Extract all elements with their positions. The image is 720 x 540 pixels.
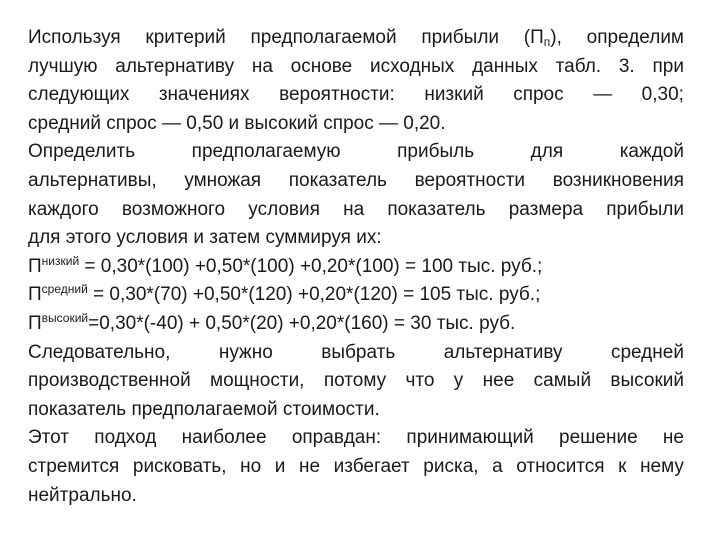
text-line: следующих значениях вероятности: низкий спрос — 0,30; (28, 84, 684, 106)
document-text (28, 24, 684, 510)
text-line: каждого возможного условия на показатель размера прибыли (28, 198, 684, 220)
subscript: п (543, 35, 551, 49)
text-line: альтернативы, умножая показатель вероятности возникновения (28, 169, 684, 191)
formula-superscript: низкий (41, 253, 80, 268)
text-line: средний спрос — 0,50 и высокий спрос — 0,20. (28, 112, 446, 134)
text-line: стремится рисковать, но и не избегает риска, а относится к нему (28, 455, 684, 477)
text-line: Этот подход наиболее оправдан: принимающий решение не (28, 427, 684, 449)
formula-superscript: высокий (41, 310, 89, 325)
formula-medium: $П^{средний} = 0,30*(70) +0,50*(120) +0,20*(120) = 105$ тыс. руб.; (28, 282, 541, 306)
formula-superscript: средний (41, 282, 88, 297)
formula-high: $П^{высокий}=0,30*(-40) + 0,50*(20) +0,20*(160) = 30$ тыс. руб. (28, 310, 516, 334)
formula-low: $П^{низкий} = 0,30*(100) +0,50*(100) +0,20*(100) = 100$ тыс. руб.; (28, 253, 543, 277)
text-line: нейтрально. (28, 484, 137, 506)
text-line: показатель предполагаемой стоимости. (28, 398, 380, 420)
text-line: Определить предполагаемую прибыль для каждой (28, 141, 684, 163)
text-line: лучшую альтернативу на основе исходных данных табл. 3. при (28, 55, 684, 77)
text-line: для этого условия и затем суммируя их: (28, 227, 382, 249)
text-line: производственной мощности, потому что у нее самый высокий (28, 370, 684, 392)
text-line: Следовательно, нужно выбрать альтернативу средней (28, 341, 684, 363)
text-line: Используя критерий предполагаемой прибыли $(П_п)$, определим (28, 27, 684, 49)
